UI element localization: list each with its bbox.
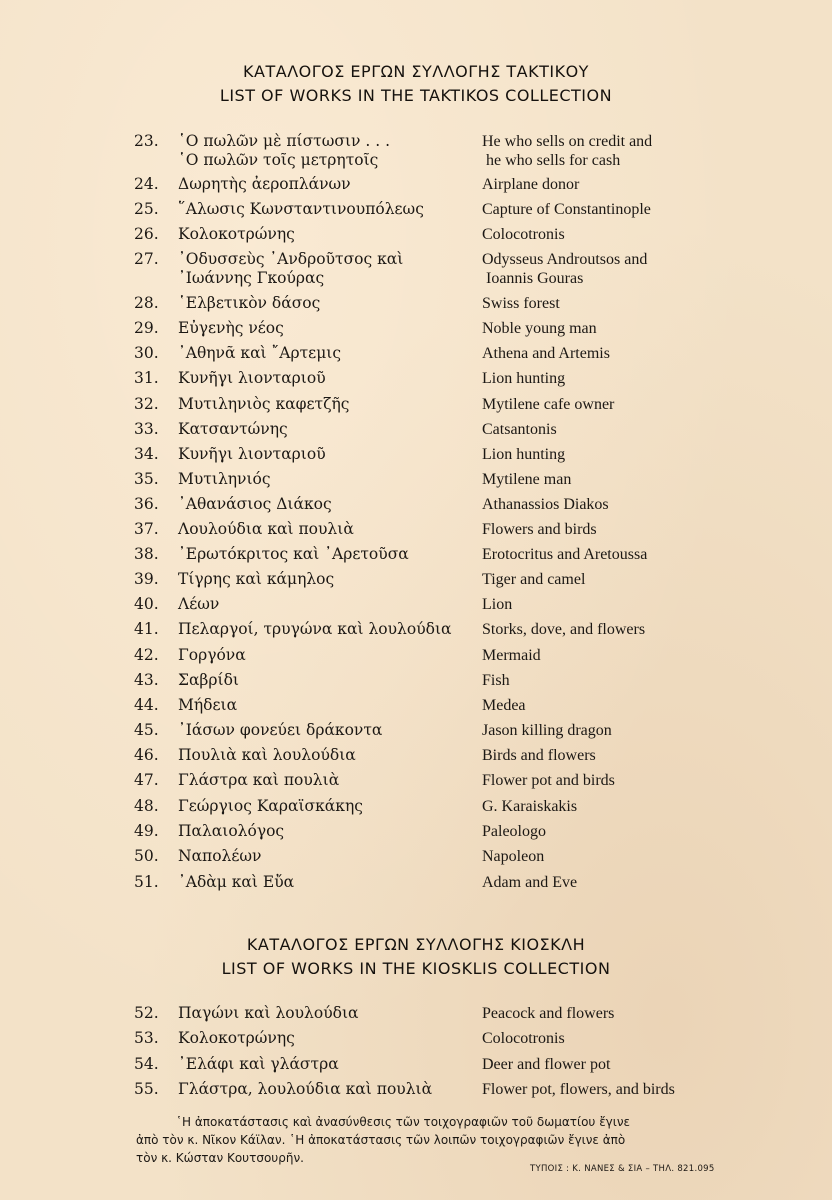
work-title-english — [482, 395, 812, 414]
work-number: 52. — [134, 1004, 159, 1022]
work-title-greek — [178, 822, 468, 841]
work-number: 25. — [134, 200, 159, 218]
english-title-line: Fish — [482, 672, 510, 689]
greek-title-line: Λέων — [178, 595, 220, 613]
printer-credit: ΤΥΠΟΙΣ : Κ. ΝΑΝΕΣ & ΣΙΑ – ΤΗΛ. 821.095 — [530, 1164, 715, 1174]
work-title-greek — [178, 520, 468, 539]
work-number: 55. — [134, 1080, 159, 1098]
english-title-line: Noble young man — [482, 320, 597, 337]
work-title-greek — [178, 545, 468, 564]
english-title-line: Storks, dove, and flowers — [482, 621, 646, 638]
greek-title-line: Κυνῆγι λιονταριοῦ — [178, 369, 326, 387]
work-title-greek — [178, 721, 468, 740]
english-title-line: Mytilene cafe owner — [482, 396, 615, 413]
greek-title-line: Κολοκοτρώνης — [178, 225, 295, 243]
greek-title-line: Μήδεια — [178, 696, 238, 714]
footnote-line: ἀπὸ τὸν κ. Νῖκον Κάϊλαν. ῾Η ἀποκατάστασις τῶν λοιπῶν τοιχογραφιῶν ἔγινε ἀπὸ — [136, 1133, 626, 1147]
kiosklis-title-english: LIST OF WORKS IN THE KIOSKLIS COLLECTION — [221, 959, 611, 978]
english-title-line: Ioannis Gouras — [482, 270, 584, 287]
work-number: 35. — [134, 470, 159, 488]
work-title-english — [482, 620, 812, 639]
work-number: 23. — [134, 132, 159, 150]
work-number: 30. — [134, 344, 159, 362]
greek-title-line: ῾Ελβετικὸν δάσος — [178, 294, 321, 312]
work-title-greek — [178, 395, 468, 414]
work-number: 50. — [134, 847, 159, 865]
work-title-english — [482, 646, 812, 665]
work-title-greek — [178, 132, 468, 170]
footnote-line: τὸν κ. Κώσταν Κουτσουρῆν. — [136, 1151, 304, 1165]
english-title-line: Flower pot, flowers, and birds — [482, 1081, 675, 1098]
taktikos-heading — [0, 60, 832, 108]
english-title-line: Deer and flower pot — [482, 1056, 611, 1073]
english-title-line: Adam and Eve — [482, 874, 578, 891]
work-title-greek — [178, 470, 468, 489]
work-number: 29. — [134, 319, 159, 337]
work-title-greek — [178, 369, 468, 388]
work-title-greek — [178, 1055, 468, 1074]
english-title-line: Flower pot and birds — [482, 772, 615, 789]
work-title-english — [482, 369, 812, 388]
work-title-english — [482, 420, 812, 439]
work-title-english — [482, 132, 812, 170]
work-number: 31. — [134, 369, 159, 387]
greek-title-line: Ναπολέων — [178, 847, 262, 865]
english-title-line: Tiger and camel — [482, 571, 586, 588]
work-title-greek — [178, 420, 468, 439]
english-title-line: Mermaid — [482, 647, 541, 664]
english-title-line: Lion hunting — [482, 446, 566, 463]
work-title-greek — [178, 495, 468, 514]
work-number: 39. — [134, 570, 159, 588]
work-number: 28. — [134, 294, 159, 312]
greek-title-line: Μυτιληνιός — [178, 470, 271, 488]
work-title-english — [482, 1004, 812, 1023]
work-title-greek — [178, 225, 468, 244]
work-title-english — [482, 1080, 812, 1099]
kiosklis-heading — [0, 933, 832, 981]
work-title-english — [482, 344, 812, 363]
work-title-greek — [178, 570, 468, 589]
work-title-greek — [178, 1004, 468, 1023]
greek-title-line: ᾿Ερωτόκριτος καὶ ᾿Αρετοῦσα — [178, 545, 409, 563]
work-number: 48. — [134, 797, 159, 815]
work-title-english — [482, 696, 812, 715]
greek-title-line: ῾Ο πωλῶν μὲ πίστωσιν . . . — [178, 132, 391, 150]
greek-title-line: Γοργόνα — [178, 646, 246, 664]
work-title-english — [482, 470, 812, 489]
english-title-line: Mytilene man — [482, 471, 572, 488]
english-title-line: Lion — [482, 596, 513, 613]
work-title-english — [482, 495, 812, 514]
english-title-line: Colocotronis — [482, 1030, 565, 1047]
greek-title-line: Εὐγενὴς νέος — [178, 319, 284, 337]
english-title-line: Odysseus Androutsos and — [482, 251, 648, 268]
english-title-line: Athena and Artemis — [482, 345, 610, 362]
work-title-english — [482, 520, 812, 539]
work-title-greek — [178, 847, 468, 866]
english-title-line: Flowers and birds — [482, 521, 597, 538]
work-title-greek — [178, 175, 468, 194]
work-title-greek — [178, 646, 468, 665]
greek-title-line: ῾Ο πωλῶν τοῖς μετρητοῖς — [178, 151, 379, 169]
work-number: 46. — [134, 746, 159, 764]
english-title-line: Paleologo — [482, 823, 546, 840]
greek-title-line: Κολοκοτρώνης — [178, 1029, 295, 1047]
work-title-greek — [178, 595, 468, 614]
english-title-line: Lion hunting — [482, 370, 566, 387]
greek-title-line: Γλάστρα καὶ πουλιὰ — [178, 771, 340, 789]
work-number: 54. — [134, 1055, 159, 1073]
work-number: 49. — [134, 822, 159, 840]
english-title-line: Catsantonis — [482, 421, 557, 438]
greek-title-line: ᾿Αδὰμ καὶ Εὔα — [178, 873, 295, 891]
work-number: 41. — [134, 620, 159, 638]
work-title-english — [482, 797, 812, 816]
english-title-line: Erotocritus and Aretoussa — [482, 546, 648, 563]
work-title-english — [482, 200, 812, 219]
greek-title-line: ᾿Οδυσσεὺς ᾿Ανδροῦτσος καὶ — [178, 250, 404, 268]
footnote-line: ῾Η ἀποκατάστασις καὶ ἀνασύνθεσις τῶν τοιχογραφιῶν τοῦ δωματίου ἔγινε — [176, 1115, 631, 1129]
work-title-greek — [178, 250, 468, 288]
work-title-english — [482, 873, 812, 892]
work-title-english — [482, 746, 812, 765]
greek-title-line: Δωρητὴς ἀεροπλάνων — [178, 175, 351, 193]
greek-title-line: ᾿Ελάφι καὶ γλάστρα — [178, 1055, 339, 1073]
work-number: 44. — [134, 696, 159, 714]
work-number: 37. — [134, 520, 159, 538]
greek-title-line: Λουλούδια καὶ πουλιὰ — [178, 520, 354, 538]
english-title-line: Peacock and flowers — [482, 1005, 615, 1022]
work-number: 33. — [134, 420, 159, 438]
work-title-greek — [178, 319, 468, 338]
work-title-english — [482, 545, 812, 564]
english-title-line: he who sells for cash — [482, 152, 621, 169]
english-title-line: Swiss forest — [482, 295, 560, 312]
work-title-greek — [178, 294, 468, 313]
greek-title-line: Πουλιὰ καὶ λουλούδια — [178, 746, 356, 764]
greek-title-line: Γεώργιος Καραϊσκάκης — [178, 797, 363, 815]
greek-title-line: Παλαιολόγος — [178, 822, 285, 840]
work-title-english — [482, 445, 812, 464]
work-title-greek — [178, 771, 468, 790]
greek-title-line: ᾿Αθανάσιος Διάκος — [178, 495, 332, 513]
work-title-greek — [178, 445, 468, 464]
english-title-line: G. Karaiskakis — [482, 798, 578, 815]
work-title-english — [482, 570, 812, 589]
english-title-line: Napoleon — [482, 848, 545, 865]
taktikos-title-greek: ΚΑΤΑΛΟΓΟΣ ΕΡΓΩΝ ΣΥΛΛΟΓΗΣ ΤΑΚΤΙΚΟΥ — [243, 62, 589, 81]
work-number: 47. — [134, 771, 159, 789]
kiosklis-title-greek: ΚΑΤΑΛΟΓΟΣ ΕΡΓΩΝ ΣΥΛΛΟΓΗΣ ΚΙΟΣΚΛΗ — [246, 935, 586, 954]
work-title-english — [482, 1029, 812, 1048]
work-number: 32. — [134, 395, 159, 413]
work-number: 24. — [134, 175, 159, 193]
work-title-english — [482, 671, 812, 690]
work-number: 40. — [134, 595, 159, 613]
work-title-english — [482, 319, 812, 338]
english-title-line: Airplane donor — [482, 176, 580, 193]
work-title-english — [482, 1055, 812, 1074]
greek-title-line: Παγώνι καὶ λουλούδια — [178, 1004, 359, 1022]
work-title-greek — [178, 671, 468, 690]
english-title-line: Jason killing dragon — [482, 722, 612, 739]
english-title-line: Capture of Constantinople — [482, 201, 651, 218]
work-number: 53. — [134, 1029, 159, 1047]
english-title-line: Colocotronis — [482, 226, 565, 243]
work-number: 38. — [134, 545, 159, 563]
work-title-greek — [178, 696, 468, 715]
work-title-english — [482, 822, 812, 841]
greek-title-line: Τίγρης καὶ κάμηλος — [178, 570, 335, 588]
greek-title-line: Κατσαντώνης — [178, 420, 288, 438]
greek-title-line: ᾿Ιωάννης Γκούρας — [178, 269, 325, 287]
work-title-greek — [178, 200, 468, 219]
work-number: 45. — [134, 721, 159, 739]
work-number: 51. — [134, 873, 159, 891]
taktikos-title-english: LIST OF WORKS IN THE TAKTIKOS COLLECTION — [219, 86, 613, 105]
work-number: 42. — [134, 646, 159, 664]
work-title-greek — [178, 797, 468, 816]
greek-title-line: ᾿Αθηνᾶ καὶ ῎Αρτεμις — [178, 344, 342, 362]
work-title-greek — [178, 1029, 468, 1048]
work-number: 43. — [134, 671, 159, 689]
restoration-footnote — [136, 1113, 716, 1167]
greek-title-line: Πελαργοί, τρυγώνα καὶ λουλούδια — [178, 620, 452, 638]
work-title-greek — [178, 1080, 468, 1099]
english-title-line: Athanassios Diakos — [482, 496, 609, 513]
greek-title-line: Κυνῆγι λιονταριοῦ — [178, 445, 326, 463]
work-title-greek — [178, 344, 468, 363]
english-title-line: Birds and flowers — [482, 747, 596, 764]
work-number: 36. — [134, 495, 159, 513]
english-title-line: Medea — [482, 697, 526, 714]
greek-title-line: ῞Αλωσις Κωνσταντινουπόλεως — [178, 200, 424, 218]
work-title-english — [482, 847, 812, 866]
work-title-english — [482, 294, 812, 313]
work-title-english — [482, 771, 812, 790]
greek-title-line: ᾿Ιάσων φονεύει δράκοντα — [178, 721, 383, 739]
greek-title-line: Μυτιληνιὸς καφετζῆς — [178, 395, 350, 413]
work-title-english — [482, 250, 812, 288]
work-number: 26. — [134, 225, 159, 243]
work-title-english — [482, 225, 812, 244]
work-title-english — [482, 175, 812, 194]
work-title-greek — [178, 873, 468, 892]
greek-title-line: Γλάστρα, λουλούδια καὶ πουλιὰ — [178, 1080, 433, 1098]
work-title-english — [482, 721, 812, 740]
english-title-line: He who sells on credit and — [482, 133, 653, 150]
work-title-greek — [178, 746, 468, 765]
greek-title-line: Σαβρίδι — [178, 671, 239, 689]
work-title-english — [482, 595, 812, 614]
work-number: 27. — [134, 250, 159, 268]
work-title-greek — [178, 620, 468, 639]
work-number: 34. — [134, 445, 159, 463]
